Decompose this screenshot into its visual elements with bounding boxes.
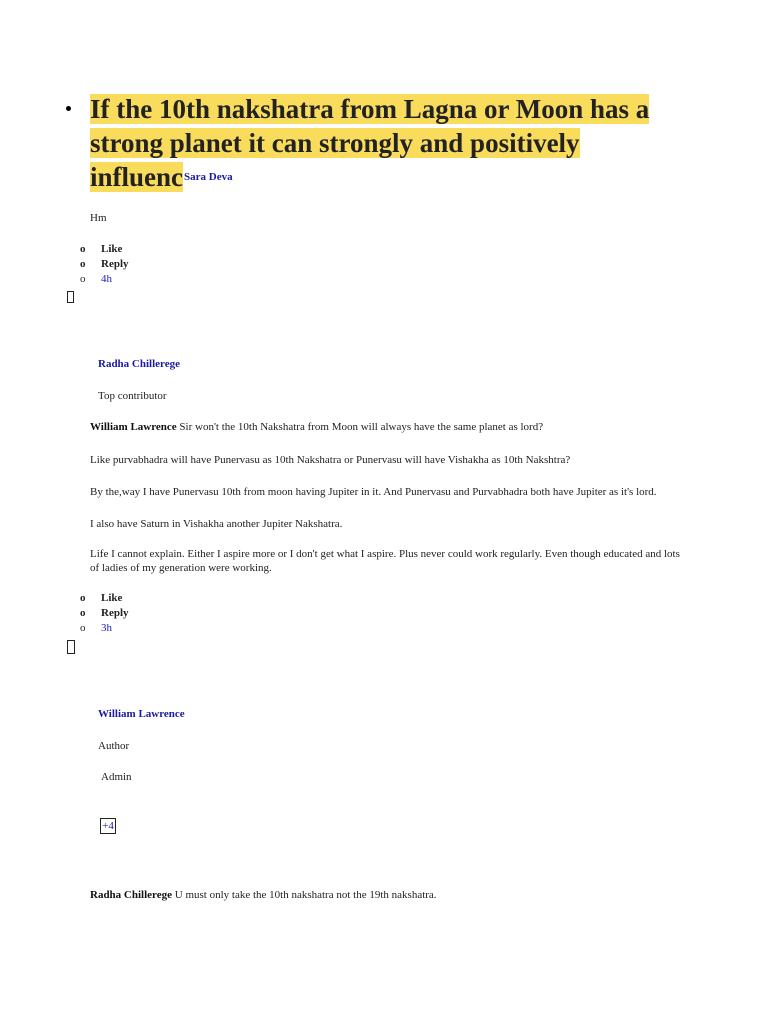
mention-name[interactable]: William Lawrence [90, 421, 177, 433]
comment-paragraph: I also have Saturn in Vishakha another Jupiter Nakshatra. [90, 518, 343, 530]
author-name-link[interactable]: William Lawrence [98, 708, 185, 720]
comment-paragraph: Life I cannot explain. Either I aspire more or I don't get what I aspire. Plus never could work regularly. Even though educated and lots of ladies of my generation were working. [90, 548, 680, 574]
author-name-link[interactable]: Radha Chillerege [98, 358, 180, 370]
timestamp-label[interactable]: 4h [101, 273, 112, 285]
list-marker: o [80, 592, 86, 604]
mention-name[interactable]: Radha Chillerege [90, 889, 172, 901]
like-label[interactable]: Like [101, 243, 123, 255]
list-marker: o [80, 273, 86, 285]
more-badges-button[interactable]: +4 [100, 818, 116, 834]
list-marker: o [80, 607, 86, 619]
list-marker: o [80, 258, 86, 270]
like-label[interactable]: Like [101, 592, 123, 604]
poster-name-link[interactable]: Sara Deva [184, 171, 233, 183]
reply-label[interactable]: Reply [101, 607, 129, 619]
comment-paragraph: By the,way I have Punervasu 10th from moon having Jupiter in it. And Punervasu and Purvabhadra both have Jupiter as it's lord. [90, 486, 657, 498]
comment-body [90, 888, 690, 902]
admin-role: Admin [101, 771, 132, 783]
author-role: Top contributor [98, 390, 167, 402]
comment-paragraph: U must only take the 10th nakshatra not the 19th nakshatra. [172, 889, 437, 901]
avatar-placeholder-icon[interactable] [67, 291, 74, 303]
avatar-placeholder-icon[interactable] [67, 640, 75, 654]
headline-text: If the 10th nakshatra from Lagna or Moon has a strong planet it can strongly and positively influenc [90, 94, 650, 192]
timestamp-label[interactable]: 3h [101, 622, 112, 634]
comment-text: Hm [90, 212, 107, 224]
list-marker: o [80, 622, 86, 634]
comment-body [90, 420, 690, 434]
list-marker: o [80, 243, 86, 255]
author-role: Author [98, 740, 130, 752]
comment-paragraph: Like purvabhadra will have Punervasu as 10th Nakshatra or Punervasu will have Vishakha as 10th Nakshtra? [90, 454, 571, 466]
list-bullet [66, 106, 71, 111]
reply-label[interactable]: Reply [101, 258, 129, 270]
post-headline [90, 92, 690, 194]
comment-paragraph: Sir won't the 10th Nakshatra from Moon will always have the same planet as lord? [176, 421, 544, 433]
